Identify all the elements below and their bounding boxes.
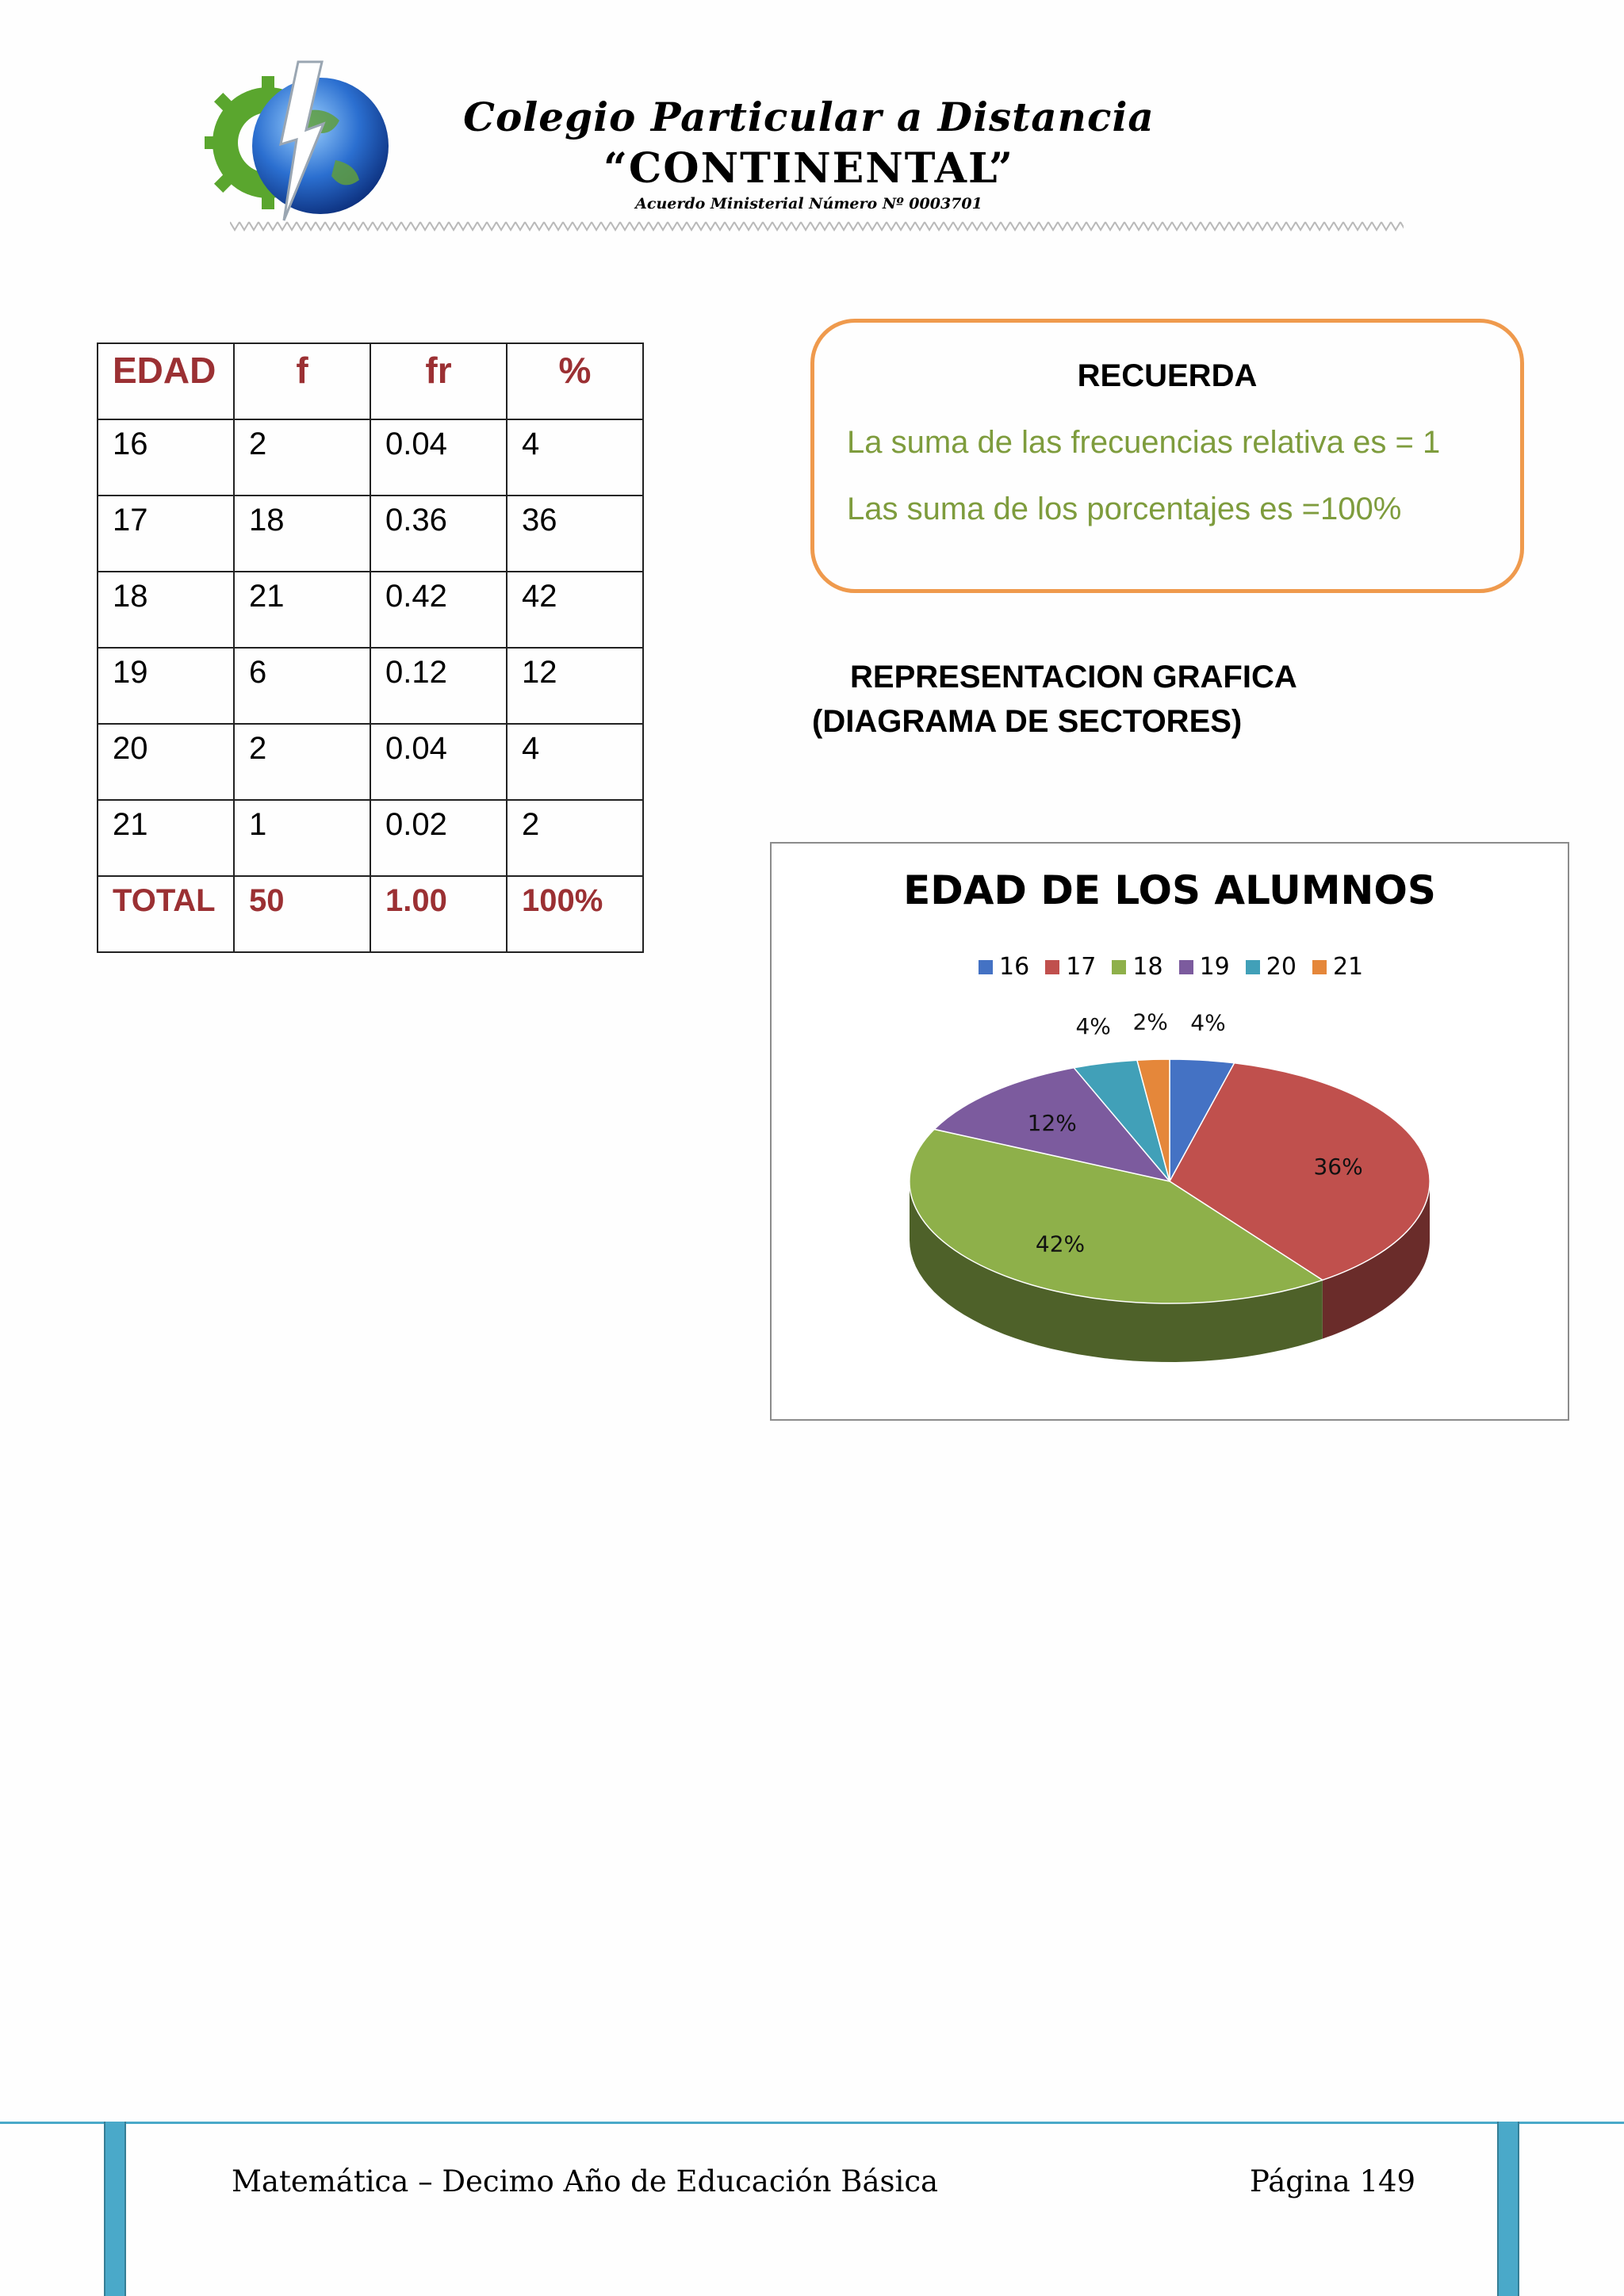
header-fr: fr xyxy=(370,343,507,419)
legend-label-16: 16 xyxy=(999,953,1030,981)
legend-label-19: 19 xyxy=(1199,953,1230,981)
cell-fr: 0.42 xyxy=(370,572,507,648)
cell-f: 2 xyxy=(234,419,370,496)
representation-title: REPRESENTACION GRAFICA xyxy=(850,660,1297,695)
cell-fr: 0.02 xyxy=(370,800,507,876)
table-header-row xyxy=(98,343,643,419)
school-name: Colegio Particular a Distancia xyxy=(463,94,1155,140)
legend-item-16 xyxy=(979,953,1029,981)
table-row xyxy=(98,572,643,648)
legend-item-18 xyxy=(1112,953,1162,981)
legend-label-21: 21 xyxy=(1332,953,1364,981)
recuerda-line-percentages: Las suma de los porcentajes es =100% xyxy=(847,492,1402,526)
table-row xyxy=(98,419,643,496)
footer-right-bar xyxy=(1497,2122,1519,2296)
cell-edad: 18 xyxy=(98,572,234,648)
header-percent: % xyxy=(507,343,643,419)
footer-subject: Matemática – Decimo Año de Educación Básica xyxy=(232,2164,939,2198)
cell-f: 18 xyxy=(234,496,370,572)
cell-fr: 0.12 xyxy=(370,648,507,724)
header-f: f xyxy=(234,343,370,419)
table-row xyxy=(98,800,643,876)
legend-swatch-16 xyxy=(979,960,993,974)
table-row xyxy=(98,648,643,724)
legend-item-21 xyxy=(1312,953,1363,981)
cell-edad: 16 xyxy=(98,419,234,496)
table-row xyxy=(98,496,643,572)
frequency-table xyxy=(97,342,644,953)
cell-edad: 19 xyxy=(98,648,234,724)
cell-total-fr: 1.00 xyxy=(370,876,507,952)
cell-f: 1 xyxy=(234,800,370,876)
cell-total-f: 50 xyxy=(234,876,370,952)
cell-total-percent: 100% xyxy=(507,876,643,952)
cell-percent: 4 xyxy=(507,724,643,800)
ministerial-agreement: Acuerdo Ministerial Número Nº 0003701 xyxy=(635,195,982,212)
pie-label-20: 4% xyxy=(1075,1013,1111,1039)
legend-swatch-17 xyxy=(1045,960,1059,974)
footer-left-bar xyxy=(104,2122,126,2296)
cell-total-label: TOTAL xyxy=(98,876,234,952)
legend-label-20: 20 xyxy=(1266,953,1297,981)
school-brand: “CONTINENTAL” xyxy=(603,144,1015,193)
legend-swatch-18 xyxy=(1112,960,1126,974)
representation-subtitle: (DIAGRAMA DE SECTORES) xyxy=(812,704,1243,739)
header-edad: EDAD xyxy=(98,343,234,419)
cell-percent: 42 xyxy=(507,572,643,648)
cell-edad: 20 xyxy=(98,724,234,800)
page-number: Página 149 xyxy=(1250,2164,1416,2198)
school-logo xyxy=(205,57,392,225)
cell-fr: 0.04 xyxy=(370,419,507,496)
chart-legend xyxy=(979,953,1363,981)
legend-item-17 xyxy=(1045,953,1096,981)
chart-title: EDAD DE LOS ALUMNOS xyxy=(903,867,1436,913)
cell-fr: 0.04 xyxy=(370,724,507,800)
legend-swatch-19 xyxy=(1179,960,1193,974)
cell-fr: 0.36 xyxy=(370,496,507,572)
cell-percent: 4 xyxy=(507,419,643,496)
recuerda-title: RECUERDA xyxy=(1077,358,1258,393)
table-total-row xyxy=(98,876,643,952)
legend-item-20 xyxy=(1246,953,1297,981)
cell-f: 2 xyxy=(234,724,370,800)
pie-chart xyxy=(770,1001,1569,1421)
cell-percent: 36 xyxy=(507,496,643,572)
cell-f: 21 xyxy=(234,572,370,648)
pie-label-19: 12% xyxy=(1027,1109,1077,1136)
pie-label-16: 4% xyxy=(1190,1009,1226,1036)
table-row xyxy=(98,724,643,800)
pie-label-21: 2% xyxy=(1132,1008,1168,1035)
cell-edad: 17 xyxy=(98,496,234,572)
legend-swatch-20 xyxy=(1246,960,1260,974)
cell-percent: 12 xyxy=(507,648,643,724)
pie-label-17: 36% xyxy=(1313,1154,1363,1180)
legend-item-19 xyxy=(1179,953,1230,981)
footer-divider xyxy=(0,2122,1624,2124)
cell-edad: 21 xyxy=(98,800,234,876)
cell-percent: 2 xyxy=(507,800,643,876)
legend-swatch-21 xyxy=(1312,960,1327,974)
cell-f: 6 xyxy=(234,648,370,724)
legend-label-18: 18 xyxy=(1132,953,1163,981)
header-divider xyxy=(230,219,1404,233)
pie-label-18: 42% xyxy=(1035,1230,1086,1257)
legend-label-17: 17 xyxy=(1066,953,1097,981)
recuerda-line-frequencies: La suma de las frecuencias relativa es = 1 xyxy=(847,425,1441,460)
